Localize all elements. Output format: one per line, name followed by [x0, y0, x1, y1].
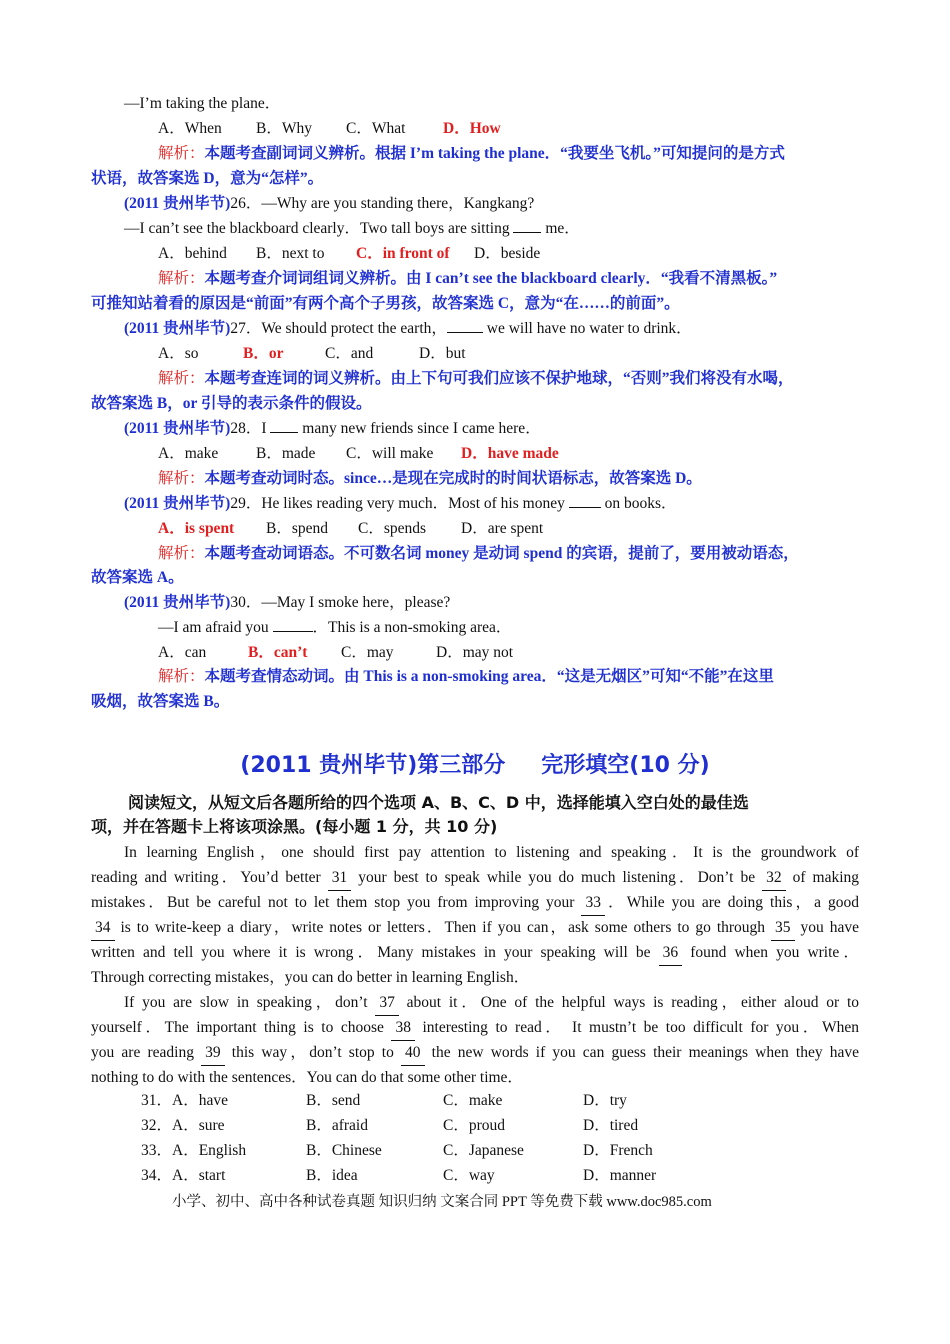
- q26-option-c-correct: C．in front of: [356, 245, 450, 262]
- option-row-32: 32．A．sure: [141, 1117, 225, 1134]
- q30-stem: (2011 贵州毕节)30．—May I smoke here，please?: [124, 594, 451, 611]
- q30-option-b-correct: B．can’t: [248, 644, 308, 661]
- cloze-blank: 40: [401, 1040, 425, 1066]
- q25-option-c: C．What: [346, 120, 406, 137]
- option-d: D．French: [583, 1142, 653, 1159]
- option-b: B．Chinese: [306, 1142, 382, 1159]
- q29-option-c: C．spends: [358, 520, 427, 537]
- q30-line2: —I am afraid you ．This is a non-smoking area．: [158, 619, 512, 636]
- option-row-34: 34．A．start: [141, 1167, 226, 1184]
- q30-option-a: A．can: [158, 644, 207, 661]
- q27-stem: (2011 贵州毕节)27．We should protect the earth， we will have no water to drink．: [124, 320, 692, 337]
- passage-line: nothing to do with the sentences．You can do that some other time．: [91, 1069, 523, 1086]
- option-row-33: 33．A．English: [141, 1142, 247, 1159]
- q28-stem: (2011 贵州毕节)28．I many new friends since I came here．: [124, 420, 541, 437]
- q25-option-b: B．Why: [256, 120, 312, 137]
- q26-option-a: A．behind: [158, 245, 227, 262]
- answer-blank: [270, 418, 298, 433]
- passage-line: yourself．The important thing is to choose 38 interesting to read． It mustn’t be too difficult for you．When: [91, 1015, 859, 1041]
- cloze-blank: 36: [659, 940, 683, 966]
- analysis-label: 解析：: [158, 145, 205, 162]
- option-d: D．manner: [583, 1167, 657, 1184]
- q30-analysis-line2: 吸烟，故答案选 B。: [91, 693, 230, 710]
- q26-analysis-line2: 可推知站着看的原因是“前面”有两个高个子男孩，故答案选 C，意为“在……的前面”。: [91, 295, 680, 312]
- cloze-blank: 32: [762, 865, 786, 891]
- q30-option-d: D．may not: [436, 644, 514, 661]
- q28-option-b: B．made: [256, 445, 316, 462]
- q26-source: (2011 贵州毕节): [124, 195, 231, 212]
- passage-line: 34 is to write-keep a diary，write notes or letters．Then if you can，ask some others to go through 35 you have: [91, 915, 859, 941]
- instructions-line1: 阅读短文，从短文后各题所给的四个选项 A、B、C、D 中，选择能填入空白处的最佳选: [128, 793, 749, 812]
- passage-line: mistakes．But be careful not to let them stop you from improving your 33 ．While you are doing this，a good: [91, 890, 859, 916]
- passage-line: reading and writing．You’d better 31 your best to speak while you do much listening．Don’t be 32 of making: [91, 865, 859, 891]
- option-c: C．way: [443, 1167, 495, 1184]
- option-c: C．make: [443, 1092, 503, 1109]
- passage-line: written and tell you where it is wrong．Many mistakes in your speaking will be 36 found when you write．: [91, 940, 859, 966]
- option-b: B．afraid: [306, 1117, 368, 1134]
- option-row-31: 31．A．have: [141, 1092, 228, 1109]
- q29-analysis-line2: 故答案选 A。: [91, 569, 184, 586]
- cloze-blank: 34: [91, 915, 115, 941]
- option-c: C．Japanese: [443, 1142, 524, 1159]
- q25-option-a: A．When: [158, 120, 222, 137]
- answer-blank: [447, 318, 483, 333]
- q29-option-a-correct: A．is spent: [158, 520, 235, 537]
- q28-option-d-correct: D．have made: [461, 445, 559, 462]
- q26-option-b: B．next to: [256, 245, 325, 262]
- q27-analysis-line2: 故答案选 B，or 引导的表示条件的假设。: [91, 395, 372, 412]
- page-footer: 小学、初中、高中各种试卷真题 知识归纳 文案合同 PPT 等免费下载 www.doc985.com: [172, 1194, 712, 1210]
- passage-line: you are reading 39 this way，don’t stop to 40 the new words if you can guess their meanings when they have: [91, 1040, 859, 1066]
- option-b: B．idea: [306, 1167, 358, 1184]
- q29-option-b: B．spend: [266, 520, 329, 537]
- q27-option-a: A．so: [158, 345, 199, 362]
- section-heading: (2011 贵州毕节)第三部分 完形填空(10 分): [240, 753, 710, 778]
- passage-line: Through correcting mistakes，you can do better in learning English．: [91, 969, 530, 986]
- q30-analysis-line1: 解析：本题考查情态动词。由 This is a non-smoking area．“这是无烟区”可知“不能”在这里: [158, 668, 774, 685]
- q27-option-d: D．but: [419, 345, 466, 362]
- cloze-blank: 38: [391, 1015, 415, 1041]
- q27-option-c: C．and: [325, 345, 374, 362]
- cloze-blank: 37: [375, 990, 399, 1016]
- option-d: D．try: [583, 1092, 627, 1109]
- q26-option-d: D．beside: [474, 245, 541, 262]
- q25-option-d-correct: D．How: [443, 120, 501, 137]
- q29-option-d: D．are spent: [461, 520, 544, 537]
- q28-analysis-line1: 解析：本题考查动词时态。since…是现在完成时的时间状语标志，故答案选 D。: [158, 470, 702, 487]
- cloze-blank: 31: [328, 865, 352, 891]
- q27-option-b-correct: B．or: [243, 345, 284, 362]
- option-b: B．send: [306, 1092, 361, 1109]
- q26-line2: —I can’t see the blackboard clearly．Two tall boys are sitting me．: [124, 220, 580, 237]
- cloze-blank: 33: [581, 890, 605, 916]
- answer-blank: [513, 218, 541, 233]
- q30-option-c: C．may: [341, 644, 394, 661]
- cloze-blank: 35: [771, 915, 795, 941]
- q25-analysis-line1: 解析：本题考查副词词义辨析。根据 I’m taking the plane．“我要坐飞机。”可知提问的是方式: [158, 145, 785, 162]
- q27-analysis-line1: 解析：本题考查连词的词义辨析。由上下句可我们应该不保护地球，“否则”我们将没有水喝，: [158, 370, 794, 387]
- answer-blank: [273, 617, 313, 632]
- q25-answer-line: —I’m taking the plane．: [124, 95, 281, 112]
- q25-analysis-line2: 状语，故答案选 D，意为“怎样”。: [91, 170, 324, 187]
- q28-option-c: C．will make: [346, 445, 434, 462]
- q29-stem: (2011 贵州毕节)29．He likes reading very much．Most of his money on books．: [124, 495, 677, 512]
- answer-blank: [569, 493, 601, 508]
- instructions-line2: 项，并在答题卡上将该项涂黑。(每小题 1 分，共 10 分): [91, 817, 498, 836]
- passage-line: If you are slow in speaking，don’t 37 about it．One of the helpful ways is reading，either aloud or to: [124, 990, 859, 1016]
- option-c: C．proud: [443, 1117, 506, 1134]
- cloze-blank: 39: [201, 1040, 225, 1066]
- option-d: D．tired: [583, 1117, 639, 1134]
- q28-option-a: A．make: [158, 445, 219, 462]
- passage-line: In learning English，one should first pay attention to listening and speaking．It is the groundwork of: [124, 844, 859, 861]
- q29-analysis-line1: 解析：本题考查动词语态。不可数名词 money 是动词 spend 的宾语，提前了，要用被动语态，: [158, 545, 799, 562]
- q26-analysis-line1: 解析：本题考查介词词组词义辨析。由 I can’t see the blackboard clearly．“我看不清黑板。”: [158, 270, 778, 287]
- q26-stem: (2011 贵州毕节)26．—Why are you standing there，Kangkang?: [124, 195, 535, 212]
